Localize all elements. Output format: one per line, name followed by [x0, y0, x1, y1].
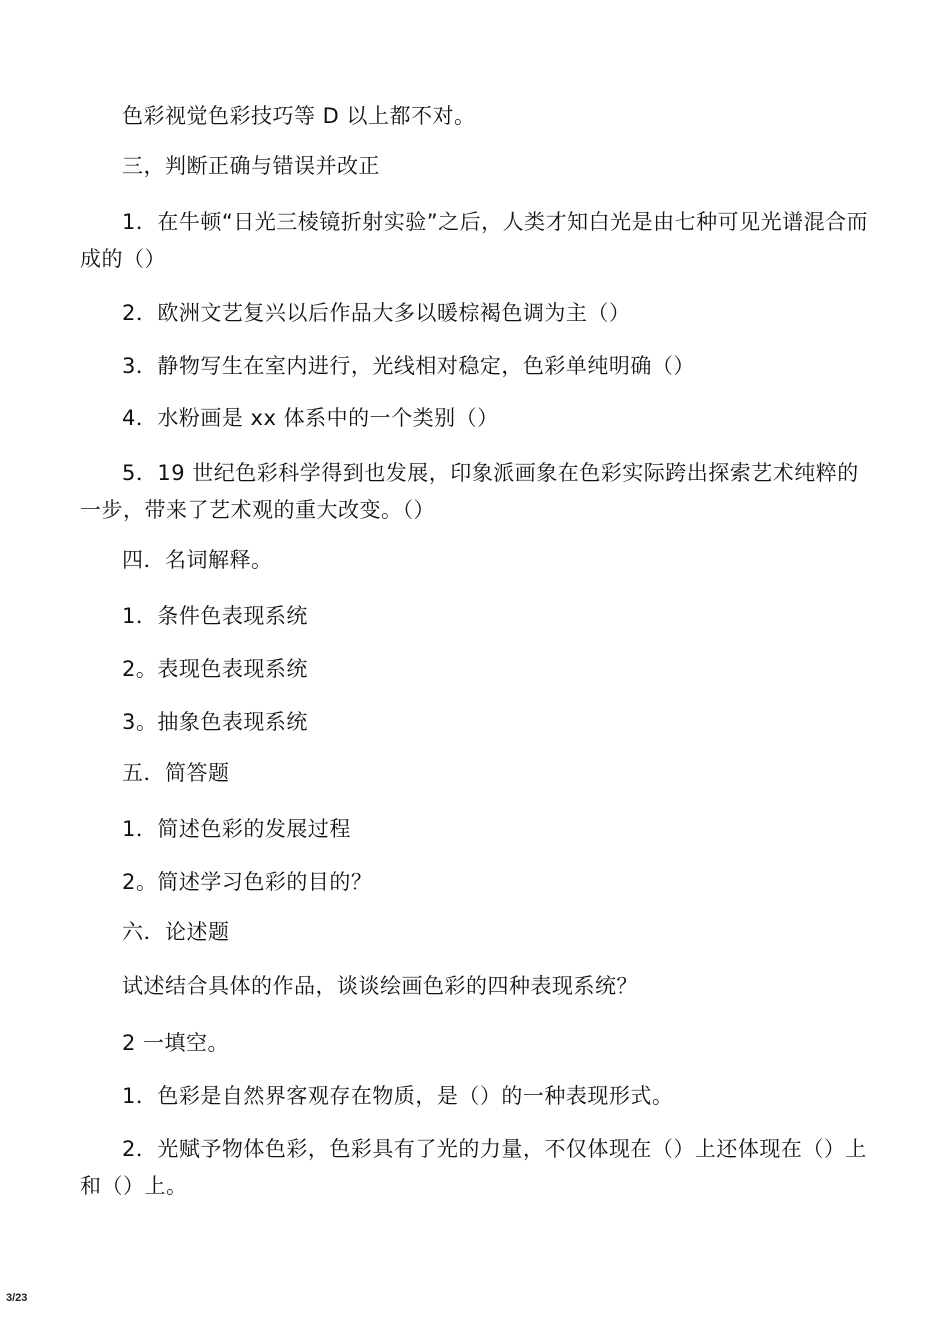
question-item: 1．在牛顿“日光三棱镜折射实验”之后，人类才知白光是由七种可见光谱混合而成的（）: [80, 210, 869, 271]
question-item: 1．条件色表现系统: [122, 604, 308, 628]
question-item: 3。抽象色表现系统: [122, 710, 308, 734]
text-line: 色彩视觉色彩技巧等 D 以上都不对。: [122, 104, 476, 128]
page-number: 3/23: [6, 1292, 28, 1304]
section-heading: 五．简答题: [122, 761, 230, 785]
question-item: 3．静物写生在室内进行，光线相对稳定，色彩单纯明确（）: [122, 354, 695, 378]
section-heading: 六．论述题: [122, 920, 230, 944]
question-item: 5．19 世纪色彩科学得到也发展，印象派画象在色彩实际跨出探索艺术纯粹的一步，带来了艺术观的重大改变。（）: [80, 461, 859, 522]
question-item: 1．简述色彩的发展过程: [122, 817, 351, 841]
question-item: 4．水粉画是 xx 体系中的一个类别（）: [122, 406, 499, 430]
question-item: 2。表现色表现系统: [122, 657, 308, 681]
section-heading: 三，判断正确与错误并改正: [122, 154, 380, 178]
question-item: 2．欧洲文艺复兴以后作品大多以暖棕褐色调为主（）: [122, 301, 631, 325]
question-item: 2。简述学习色彩的目的？: [122, 870, 373, 894]
section-heading: 四．名词解释。: [122, 548, 273, 572]
section-heading: 2 一填空。: [122, 1031, 230, 1055]
question-item: 试述结合具体的作品，谈谈绘画色彩的四种表现系统？: [122, 974, 638, 998]
question-item: 2．光赋予物体色彩，色彩具有了光的力量，不仅体现在（）上还体现在（）上和（）上。: [80, 1137, 867, 1198]
question-item: 1．色彩是自然界客观存在物质，是（）的一种表现形式。: [122, 1084, 674, 1108]
